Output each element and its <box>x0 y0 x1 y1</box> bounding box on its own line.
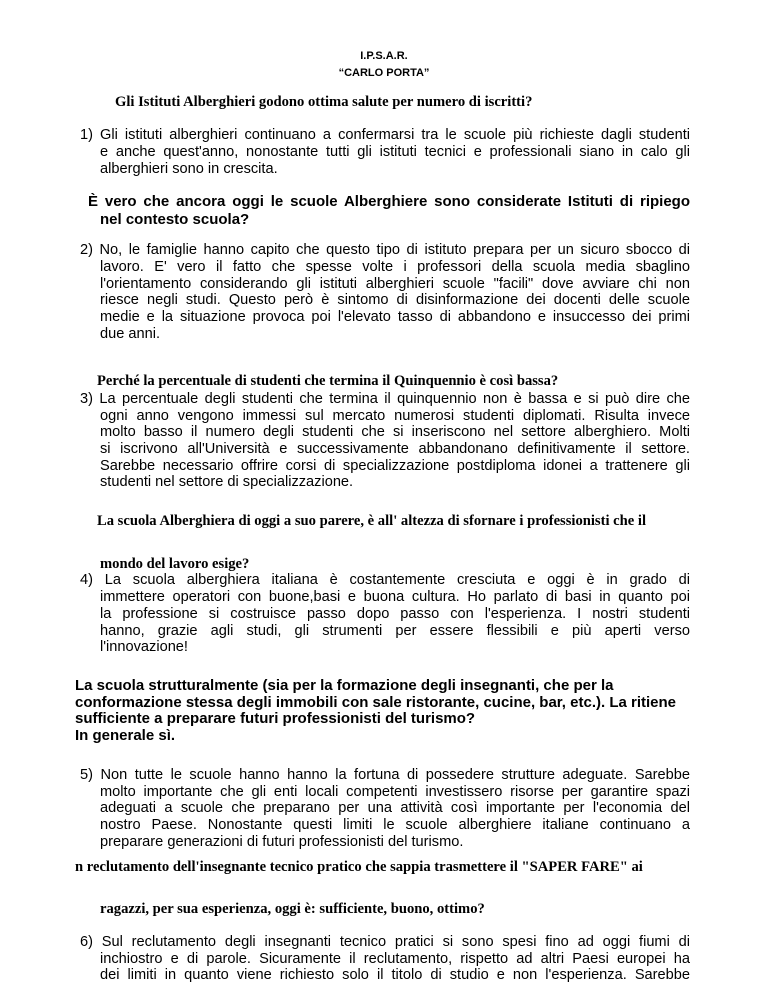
interview-answer: inchiostro e di parole. Sicuramente il reclutamento, rispetto ad altri Paesi europei ha <box>100 951 690 967</box>
interview-question: mondo del lavoro esige? <box>100 556 250 572</box>
interview-answer: alberghieri sono in crescita. <box>100 161 278 177</box>
interview-answer: l'innovazione! <box>100 639 188 655</box>
interview-answer: molto importante che gli enti locali competenti investissero risorse per garantire spazi <box>100 784 690 800</box>
interview-answer: l'orientamento considerando gli istituti alberghieri scuole "facili" dove avviare chi non <box>100 276 690 292</box>
interview-question: La scuola Alberghiera di oggi a suo parere, è all' altezza di sfornare i professionisti che il <box>97 513 646 529</box>
interview-answer: dei limiti in quanto viene richiesto solo il titolo di studio e non l'esperienza. Sarebbe <box>100 967 690 983</box>
interview-answer: si iscrivono all'Università e successivamente abbandonano definitivamente il settore. <box>100 441 690 457</box>
interview-answer: Sarebbe necessario offrire corsi di specializzazione postdiploma idonei a trattenere gli <box>100 458 690 474</box>
interview-answer: e anche quest'anno, nonostante tutti gli istituti tecnici e professionali siano in calo gli <box>100 144 690 160</box>
interview-answer: lavoro. E' vero il fatto che spesse volte i professori della scuola media sbaglino <box>100 259 690 275</box>
interview-answer: 2) No, le famiglie hanno capito che questo tipo di istituto prepara per un sicuro sbocco di <box>80 242 690 258</box>
interview-question: nel contesto scuola? <box>100 211 250 228</box>
interview-answer: medie e la situazione provoca poi l'elevato tasso di abbandono e insuccesso dei primi <box>100 309 690 325</box>
interview-question: conformazione stessa degli immobili con sale ristorante, cucine, bar, etc.). La ritiene <box>75 694 677 711</box>
interview-answer: due anni. <box>100 326 161 342</box>
interview-answer: preparare generazioni di futuri professionisti del turismo. <box>100 834 464 850</box>
interview-answer: nostro Paese. Nonostante questi limiti le scuole alberghiere italiane continuano a <box>100 817 690 833</box>
interview-question: In generale sì. <box>75 727 176 744</box>
interview-question: ragazzi, per sua esperienza, oggi è: sufficiente, buono, ottimo? <box>100 901 485 917</box>
interview-question: La scuola strutturalmente (sia per la formazione degli insegnanti, che per la <box>75 677 614 694</box>
interview-answer: adeguati a scuole che preparano per una attività così importante per l'economia del <box>100 800 690 816</box>
interview-question: n reclutamento dell'insegnante tecnico pratico che sappia trasmettere il "SAPER FARE" ai <box>75 859 643 875</box>
interview-answer: immettere operatori con buone,basi e buona cultura. Ho parlato di basi in quanto poi <box>100 589 690 605</box>
school-name: “CARLO PORTA” <box>338 67 430 79</box>
interview-answer: hanno, grazie agli studi, gli strumenti per essere flessibili e più aperti verso <box>100 623 690 639</box>
interview-answer: riesce negli studi. Questo però è sintomo di disinformazione dei docenti delle scuole <box>100 292 690 308</box>
school-code: I.P.S.A.R. <box>360 50 408 62</box>
interview-question: Gli Istituti Alberghieri godono ottima salute per numero di iscritti? <box>115 94 533 110</box>
interview-answer: 1) Gli istituti alberghieri continuano a confermarsi tra le scuole più richieste dagli studenti <box>80 127 690 143</box>
interview-answer: molto basso il numero degli studenti che si inseriscono nel settore alberghiero. Molti <box>100 424 690 440</box>
interview-answer: studenti nel settore di specializzazione. <box>100 474 354 490</box>
interview-question: sufficiente a preparare futuri professionisti del turismo? <box>75 710 476 727</box>
interview-answer: ogni anno vengono immessi sul mercato numerosi studenti diplomati. Risulta invece <box>100 408 690 424</box>
interview-answer: 4) La scuola alberghiera italiana è costantemente cresciuta e oggi è in grado di <box>80 572 690 588</box>
interview-answer: 6) Sul reclutamento degli insegnanti tecnico pratici si sono spesi fino ad oggi fiumi di <box>80 934 690 950</box>
interview-question: È vero che ancora oggi le scuole Alberghiere sono considerate Istituti di ripiego <box>88 193 690 210</box>
interview-answer: la professione si costruisce passo dopo passo con l'esperienza. I nostri studenti <box>100 606 690 622</box>
interview-question: Perché la percentuale di studenti che termina il Quinquennio è così bassa? <box>97 373 559 389</box>
interview-answer: 3) La percentuale degli studenti che termina il quinquennio non è bassa e si può dire che <box>80 391 690 407</box>
interview-answer: 5) Non tutte le scuole hanno hanno la fortuna di possedere strutture adeguate. Sarebbe <box>80 767 690 783</box>
